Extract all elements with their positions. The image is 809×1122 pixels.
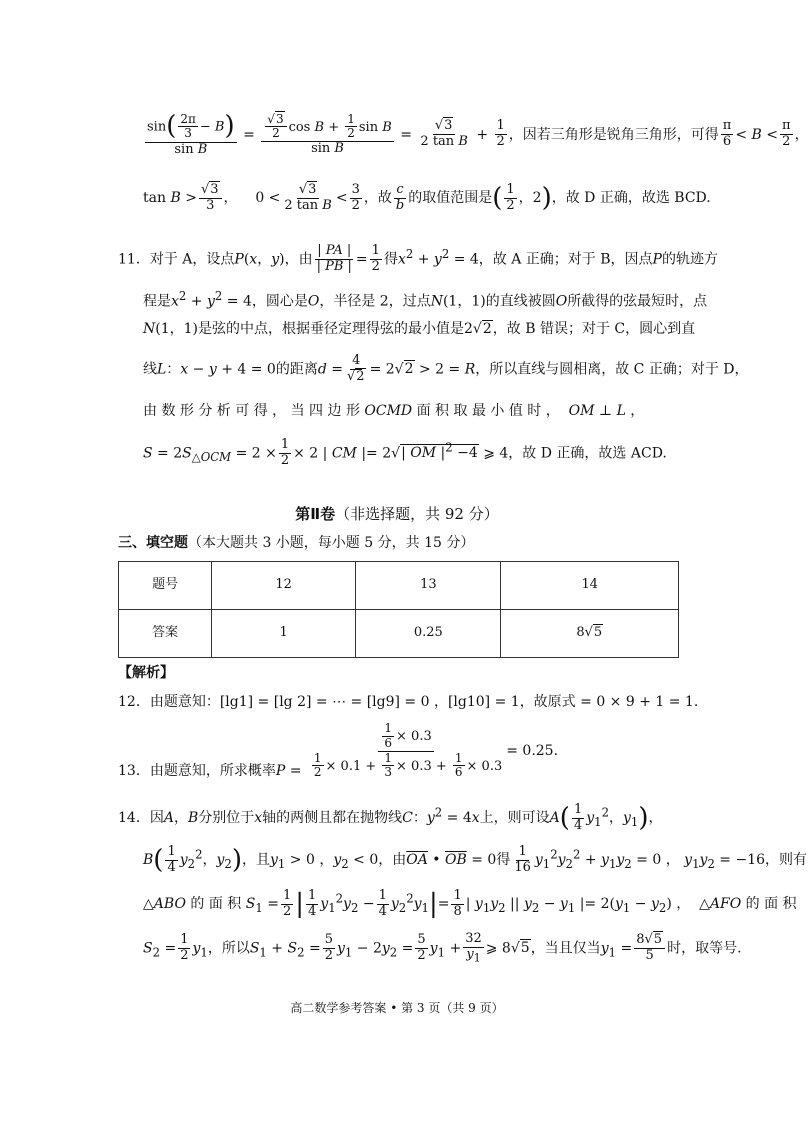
q10-line-2: tan B > $\frac{√3}{3}$ ， 0 < $\frac{√3}{\text{2 tan B}}$ < $\frac{3}{2}$ ，故 $\frac{c}{b}$ 的取值范围是( $\frac{1}{2}$ ，2)，故 D 正确，故选 BCD.: [143, 181, 711, 213]
q10-line-1: sin( $\frac{2\pi}{3}$ − B) sin B = $\frac{√3}{2}$ cos B + $\frac{1}{2}$ sin B sin B = $\frac{√3}{\text{2 tan B}}$ + $\frac{1}{2}$ ，因若三角形是锐角三角形，可得 $\frac{\pi}{6}$ < B < $\frac{\pi}{2}$ ，: [147, 111, 809, 157]
section3-title: 三、填空题: [118, 535, 188, 551]
table-cell: 0.25: [356, 610, 501, 658]
fraction: $\frac{√3}{\text{2 tan B}}$: [420, 118, 468, 150]
fraction: $\frac{1}{6}$ × 0.3 $\frac{1}{2}$ × 0.1 + $\frac{1}{3}$ × 0.3 + $\frac{1}{6}$ × 0.3: [313, 721, 503, 780]
fraction: $\frac{8√5}{5}$: [634, 933, 665, 964]
table-cell: 题号: [119, 562, 212, 610]
answer-14-radicand: 5: [593, 625, 603, 641]
fraction: $\frac{√3}{3}$: [199, 183, 222, 214]
table-row: [119, 610, 679, 658]
fraction: $\frac{1}{2}$: [280, 437, 290, 468]
q11-text: 由 数 形 分 析 可 得 ， 当 四 边 形: [143, 403, 360, 419]
fraction: $\frac{1}{2}$: [506, 181, 515, 213]
q10-text: ，故: [363, 190, 392, 207]
table-row: [119, 562, 679, 610]
q13-text: 由题意知，所求概率: [149, 763, 276, 780]
question-number: 11．: [118, 251, 150, 268]
table-cell: 1: [212, 610, 356, 658]
q12-text: .: [693, 694, 699, 710]
q10-text: ，因若三角形是锐角三角形，可得: [508, 126, 719, 143]
q14-text: ，所以: [207, 940, 250, 957]
q14-line-4: $S_2$ = $\frac{1}{2}$ $y_1$，所以$S_1 + S_2$ = $\frac{5}{2}$ $y_1 - 2y_2$ = $\frac{5}{2}$ $y_1$ + $\frac{32}{y_1}$ ⩾ 8√5，当且仅当$y_1$ = $\frac{8√5}{5}$ 时，取等号.: [143, 931, 742, 965]
fraction: $\frac{1}{4}$: [167, 843, 176, 875]
fraction: $\frac{1}{2}$: [496, 118, 505, 150]
fraction: $\frac{\pi}{6}$: [722, 118, 732, 150]
q11-line-3: N(1，1)是弦的中点，根据垂径定理得弦的最小值是2√2，故 B 错误；对于 C，圆心到直: [143, 321, 696, 337]
analysis-label: 【解析】: [118, 665, 174, 681]
q11-text: 的轨迹方: [661, 251, 718, 268]
section-subtitle: （非选择题，共 92 分）: [335, 505, 499, 523]
q14-text: 的 面 积: [190, 896, 242, 913]
q14-line-1: 14．因A，B分别位于x轴的两侧且都在抛物线C：$y^2 = 4x$上，则可设A( $\frac{1}{4}$ $y_1^2$，$y_1$)，: [118, 801, 663, 833]
page-footer: 高二数学参考答案 • 第 3 页（共 9 页）: [290, 1001, 504, 1015]
fraction: $\frac{32}{y_1}$: [465, 931, 482, 965]
q11-text: ，圆心是: [251, 293, 308, 310]
fraction: $\frac{4}{√2}$: [347, 353, 365, 384]
section3-heading: [118, 534, 474, 554]
q14-text: 分别位于: [198, 810, 255, 827]
q11-text: 得: [383, 251, 398, 268]
q14-text: ，: [173, 810, 188, 827]
q11-text: 对于 A，设点: [149, 251, 235, 268]
table-cell: 8√5: [501, 610, 679, 658]
q14-text: 时，取等号.: [667, 940, 742, 957]
fraction: $\frac{5}{2}$: [324, 932, 333, 963]
q11-text: 的距离: [275, 361, 318, 378]
q12-line: 12．由题意知：[lg1] = [lg 2] = ⋯ = [lg9] = 0 ，[lg10] = 1，故原式 = 0 × 9 + 1 = 1.: [118, 694, 699, 710]
q14-text: 轴的两侧且都在抛物线: [262, 810, 403, 827]
fraction: $\frac{1}{4}$: [573, 801, 583, 833]
q11-text: ，所以直线与圆相离，故 C 正确；对于 D，: [475, 361, 749, 378]
q14-text: 的 面 积: [745, 896, 797, 913]
fraction: $\frac{1}{16}$: [514, 843, 531, 875]
q11-text: ，由: [284, 251, 313, 268]
q11-text: ，半径是 2，过点: [319, 293, 431, 310]
fraction: sin( $\frac{2\pi}{3}$ − B) sin B: [147, 111, 235, 157]
q11-text: ，故 D 正确，故选 ACD.: [508, 445, 667, 462]
q11-text: 的直线被圆: [485, 293, 556, 310]
q14-text: ，当且仅当: [530, 940, 601, 957]
fraction: $\frac{1}{2}$: [282, 887, 292, 919]
q11-line-5: 由 数 形 分 析 可 得 ， 当 四 边 形 OCMD 面 积 取 最 小 值 时 ， OM ⊥ L ，: [143, 403, 645, 419]
q14-text: ，由: [378, 852, 407, 869]
q11-text: 是弦的中点，根据垂径定理得弦的最小值是: [198, 321, 464, 337]
q11-text: 线: [143, 361, 157, 378]
q14-line-2: B( $\frac{1}{4}$ $y_2^2$，$y_2$)，且$y_1 > 0$ ，$y_2 < 0$，由$\overline{OA}$ • $\overline{OB} = 0$得 $\frac{1}{16}$ $y_1^2y_2^2 + y_1y_2 = 0$ ， $y_1y_2 = -16$，则有: [143, 843, 808, 875]
question-number: 13．: [118, 763, 150, 780]
question-number: 14．: [118, 810, 150, 827]
q13-text: .: [553, 743, 559, 760]
table-cell: 14: [501, 562, 679, 610]
q11-text: 所截得的弦最短时，点: [567, 293, 708, 310]
section-heading: [0, 504, 794, 525]
q11-text: 面 积 取 最 小 值 时 ，: [416, 403, 560, 419]
q11-text: 程是: [143, 293, 171, 310]
q14-text: 上，则可设: [479, 810, 550, 827]
q14-text: 因: [149, 810, 164, 827]
fraction: $\frac{3}{2}$: [351, 181, 360, 213]
fraction: $\frac{√3}{2}$ cos B + $\frac{1}{2}$ sin B sin B: [261, 113, 394, 158]
fraction: $\frac{c}{b}$: [395, 181, 405, 213]
q11-line-2: 程是$x^2 + y^2 = 4$，圆心是O，半径是 2，过点N(1，1)的直线被圆O所截得的弦最短时，点: [143, 289, 708, 310]
fraction: $\frac{√3}{\text{2 tan B}}$: [284, 181, 332, 213]
q12-text: ，故原式: [519, 694, 576, 710]
q10-text: ，故 D 正确，故选 BCD.: [551, 190, 711, 207]
q13-line: 13．由题意知，所求概率P = $\frac{1}{6}$ × 0.3 $\frac{1}{2}$ × 0.1 + $\frac{1}{3}$ × 0.3 + $\frac{1}{6}$ × 0.3 = 0.25.: [118, 721, 559, 780]
q14-text: ，且: [242, 852, 270, 869]
table-cell: 12: [212, 562, 356, 610]
fraction: $\frac{\pi}{2}$: [782, 118, 791, 150]
table-cell: 答案: [119, 610, 212, 658]
fraction: $\frac{1}{2}$: [371, 243, 380, 274]
answer-14-coef: 8: [576, 625, 585, 641]
fraction: $\frac{5}{2}$: [417, 932, 426, 963]
fraction: $\frac{1}{4}$: [307, 887, 317, 919]
q11-line-4: 线L：x − y + 4 = 0的距离d = $\frac{4}{√2}$ = 2√2 > 2 = R，所以直线与圆相离，故 C 正确；对于 D，: [143, 353, 749, 384]
section-title: 第Ⅱ卷: [295, 505, 336, 523]
fraction: $\frac{1}{4}$: [378, 887, 387, 919]
q11-text: ，故 B 错误；对于 C，圆心到直: [492, 321, 696, 337]
q14-text: 得: [496, 852, 511, 869]
answer-table: [118, 561, 679, 658]
q14-text: ，则有: [765, 852, 808, 869]
q12-text: 由题意知：: [149, 694, 220, 710]
analysis-heading: [118, 664, 174, 684]
q14-line-3: △ABO 的 面 积 $S_1$ = $\frac{1}{2}$ | $\frac{1}{4}$ $y_1^2y_2$ − $\frac{1}{4}$ $y_2^2y_1|=$ $\frac{1}{8}$ | $y_1y_2$ || $y_2 - y_1$ |= $2(y_1 - y_2)$ ， △AFO 的 面 积: [143, 887, 797, 919]
q11-text: ，故 A 正确；对于 B，因点: [478, 251, 653, 268]
question-number: 12．: [118, 694, 150, 710]
fraction: $\frac{1}{8}$: [453, 887, 462, 919]
table-cell: 13: [356, 562, 501, 610]
q11-line-1: 11．对于 A，设点P(x，y)，由 $\frac{| PA |}{| PB |}$ = $\frac{1}{2}$ 得$x^2 + y^2 = 4$，故 A 正确；对于 B，因点P的轨迹方: [118, 243, 718, 274]
fraction: $\frac{1}{2}$: [180, 932, 189, 963]
fraction: $\frac{| PA |}{| PB |}$: [316, 243, 352, 274]
section3-desc: （本大题共 3 小题，每小题 5 分，共 15 分）: [188, 535, 475, 551]
q10-text: 的取值范围是: [408, 190, 493, 207]
q11-line-6: $S = 2S_{\triangle OCM} = 2$ × $\frac{1}{2}$ × 2 | CM |= 2√| OM $|^2 -4$ ⩾ 4，故 D 正确，故选 ACD.: [143, 437, 667, 468]
